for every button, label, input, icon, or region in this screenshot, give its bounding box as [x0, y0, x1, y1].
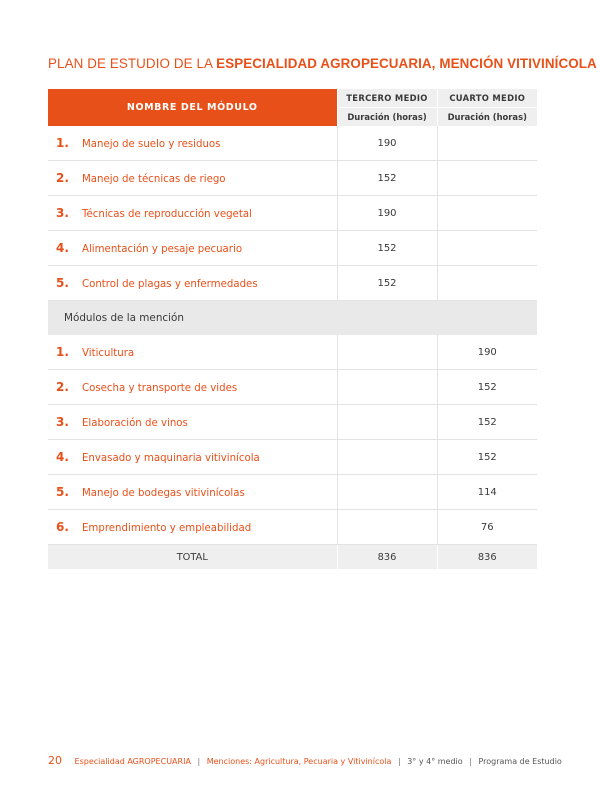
footer-specialty: Especialidad AGROPECUARIA — [74, 757, 191, 766]
hours-third: 190 — [337, 126, 437, 161]
header-duration-third: Duración (horas) — [337, 108, 437, 127]
module-name: Viticultura — [82, 348, 135, 359]
module-number: 5. — [56, 485, 69, 499]
module-name-cell — [48, 475, 337, 510]
module-name-cell — [48, 510, 337, 545]
hours-third: 152 — [337, 231, 437, 266]
module-name: Elaboración de vinos — [82, 418, 188, 429]
footer-mentions: Menciones: Agricultura, Pecuaria y Vitivinícola — [206, 757, 392, 766]
table-row — [48, 335, 537, 370]
table-row — [48, 370, 537, 405]
module-name: Alimentación y pesaje pecuario — [82, 244, 243, 255]
module-number: 2. — [56, 380, 69, 394]
header-fourth-year: CUARTO MEDIO — [437, 89, 537, 108]
header-duration-fourth: Duración (horas) — [437, 108, 537, 127]
hours-third — [337, 370, 437, 405]
hours-third — [337, 475, 437, 510]
module-number: 4. — [56, 241, 69, 255]
page-title — [48, 56, 597, 71]
table-row — [48, 231, 537, 266]
module-number: 3. — [56, 206, 69, 220]
hours-third — [337, 510, 437, 545]
module-number: 1. — [56, 345, 69, 359]
module-name: Envasado y maquinaria vitivinícola — [82, 453, 260, 464]
hours-fourth: 152 — [437, 370, 537, 405]
module-name: Cosecha y transporte de vides — [82, 383, 238, 394]
total-label: TOTAL — [48, 545, 337, 570]
module-name: Control de plagas y enfermedades — [82, 279, 258, 290]
hours-fourth — [437, 231, 537, 266]
module-name: Manejo de bodegas vitivinícolas — [82, 488, 245, 499]
footer-separator: | — [469, 757, 472, 766]
footer-program: Programa de Estudio — [478, 757, 562, 766]
table-row — [48, 405, 537, 440]
page-number: 20 — [48, 754, 62, 767]
module-name-cell — [48, 196, 337, 231]
module-name-cell — [48, 126, 337, 161]
table-row — [48, 266, 537, 301]
page-title-prefix: PLAN DE ESTUDIO DE LA — [48, 56, 217, 71]
module-name: Emprendimiento y empleabilidad — [82, 523, 252, 534]
hours-third — [337, 335, 437, 370]
module-name-cell — [48, 440, 337, 475]
hours-fourth — [437, 266, 537, 301]
header-third-year: TERCERO MEDIO — [337, 89, 437, 108]
total-row — [48, 545, 537, 570]
page-title-bold: ESPECIALIDAD AGROPECUARIA, MENCIÓN VITIVINÍCOLA — [216, 56, 597, 71]
module-name: Manejo de técnicas de riego — [82, 174, 226, 185]
total-fourth: 836 — [437, 545, 537, 570]
footer-levels: 3° y 4° medio — [407, 757, 463, 766]
hours-third: 152 — [337, 161, 437, 196]
module-number: 4. — [56, 450, 69, 464]
hours-fourth — [437, 161, 537, 196]
total-third: 836 — [337, 545, 437, 570]
table-row — [48, 196, 537, 231]
hours-fourth — [437, 196, 537, 231]
hours-third: 152 — [337, 266, 437, 301]
module-name-cell — [48, 370, 337, 405]
module-number: 5. — [56, 276, 69, 290]
hours-fourth: 152 — [437, 440, 537, 475]
table-row — [48, 475, 537, 510]
module-number: 3. — [56, 415, 69, 429]
module-number: 6. — [56, 520, 69, 534]
module-name-cell — [48, 231, 337, 266]
table-row — [48, 440, 537, 475]
hours-fourth: 190 — [437, 335, 537, 370]
hours-fourth: 76 — [437, 510, 537, 545]
hours-fourth — [437, 126, 537, 161]
module-name: Manejo de suelo y residuos — [82, 139, 221, 150]
mention-section-header — [48, 301, 537, 336]
module-number: 1. — [56, 136, 69, 150]
hours-fourth: 152 — [437, 405, 537, 440]
hours-third — [337, 405, 437, 440]
module-name-cell — [48, 405, 337, 440]
module-name-cell — [48, 335, 337, 370]
study-plan-table — [48, 89, 537, 569]
table-row — [48, 126, 537, 161]
hours-fourth: 114 — [437, 475, 537, 510]
module-name-cell — [48, 266, 337, 301]
footer-separator: | — [197, 757, 201, 766]
module-name: Técnicas de reproducción vegetal — [82, 209, 252, 220]
page-footer — [48, 754, 562, 767]
mention-section-label: Módulos de la mención — [48, 301, 537, 336]
table-row — [48, 161, 537, 196]
hours-third: 190 — [337, 196, 437, 231]
table-row — [48, 510, 537, 545]
footer-separator: | — [397, 757, 401, 766]
header-module-name: NOMBRE DEL MÓDULO — [48, 89, 337, 126]
hours-third — [337, 440, 437, 475]
module-number: 2. — [56, 171, 69, 185]
module-name-cell — [48, 161, 337, 196]
